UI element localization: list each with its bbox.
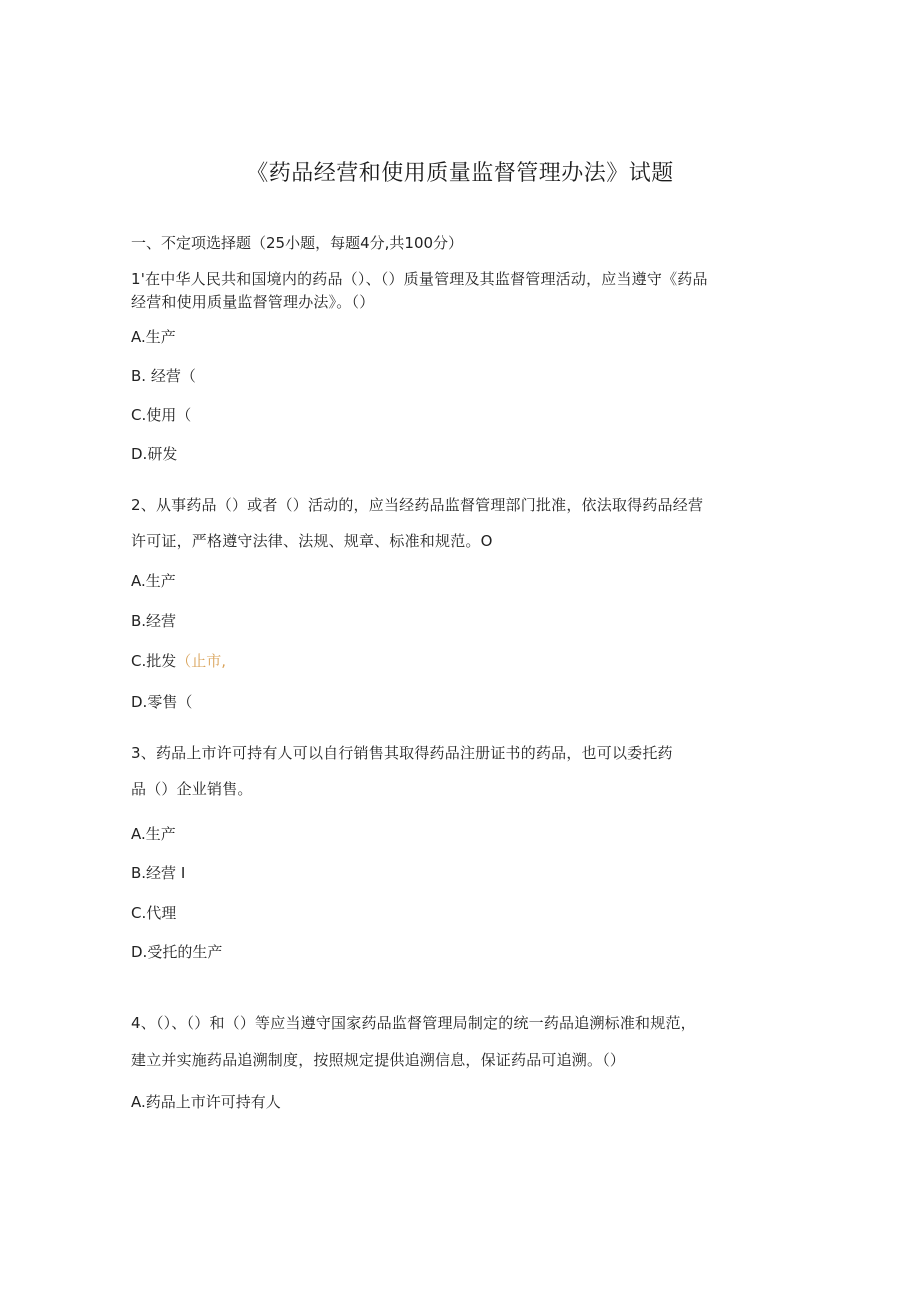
question-3-option-b: B.经营 I <box>131 864 186 882</box>
question-2-option-c <box>131 651 226 671</box>
question-4-line-2: 建立并实施药品追溯制度，按照规定提供追溯信息，保证药品可追溯。（） <box>131 1051 626 1069</box>
question-3-option-d: D.受托的生产 <box>131 943 223 961</box>
question-1-line-2: 经营和使用质量监督管理办法》。（） <box>131 293 375 311</box>
document-title: 《药品经营和使用质量监督管理办法》试题 <box>246 161 674 186</box>
question-1-option-d: D.研发 <box>131 445 178 463</box>
question-3-line-2: 品（）企业销售。 <box>131 780 253 798</box>
question-1-option-c: C.使用（ <box>131 406 192 424</box>
question-2-line-2: 许可证，严格遵守法律、法规、规章、标准和规范。O <box>131 532 493 550</box>
question-1-option-a: A.生产 <box>131 328 176 346</box>
question-3-option-c: C.代理 <box>131 904 177 922</box>
question-1-line-1: 1'在中华人民共和国境内的药品（）、（）质量管理及其监督管理活动，应当遵守《药品 <box>131 270 708 288</box>
question-1-option-b: B. 经营（ <box>131 367 196 385</box>
question-2-option-c-faint-text: （止市, <box>176 652 227 670</box>
question-2-option-b: B.经营 <box>131 612 177 630</box>
question-2-option-d: D.零售（ <box>131 693 193 711</box>
question-4-line-1: 4、（）、（）和（）等应当遵守国家药品监督管理局制定的统一药品追溯标准和规范， <box>131 1014 696 1032</box>
question-2-option-a: A.生产 <box>131 572 176 590</box>
question-2-option-c-label: C.批发 <box>131 652 177 670</box>
question-2-line-1: 2、从事药品（）或者（）活动的，应当经药品监督管理部门批准，依法取得药品经营 <box>131 496 704 514</box>
question-3-line-1: 3、药品上市许可持有人可以自行销售其取得药品注册证书的药品，也可以委托药 <box>131 744 673 762</box>
question-3-option-a: A.生产 <box>131 825 176 843</box>
section-heading: 一、不定项选择题（25小题，每题4分,共100分） <box>131 234 464 252</box>
question-4-option-a: A.药品上市许可持有人 <box>131 1093 281 1111</box>
